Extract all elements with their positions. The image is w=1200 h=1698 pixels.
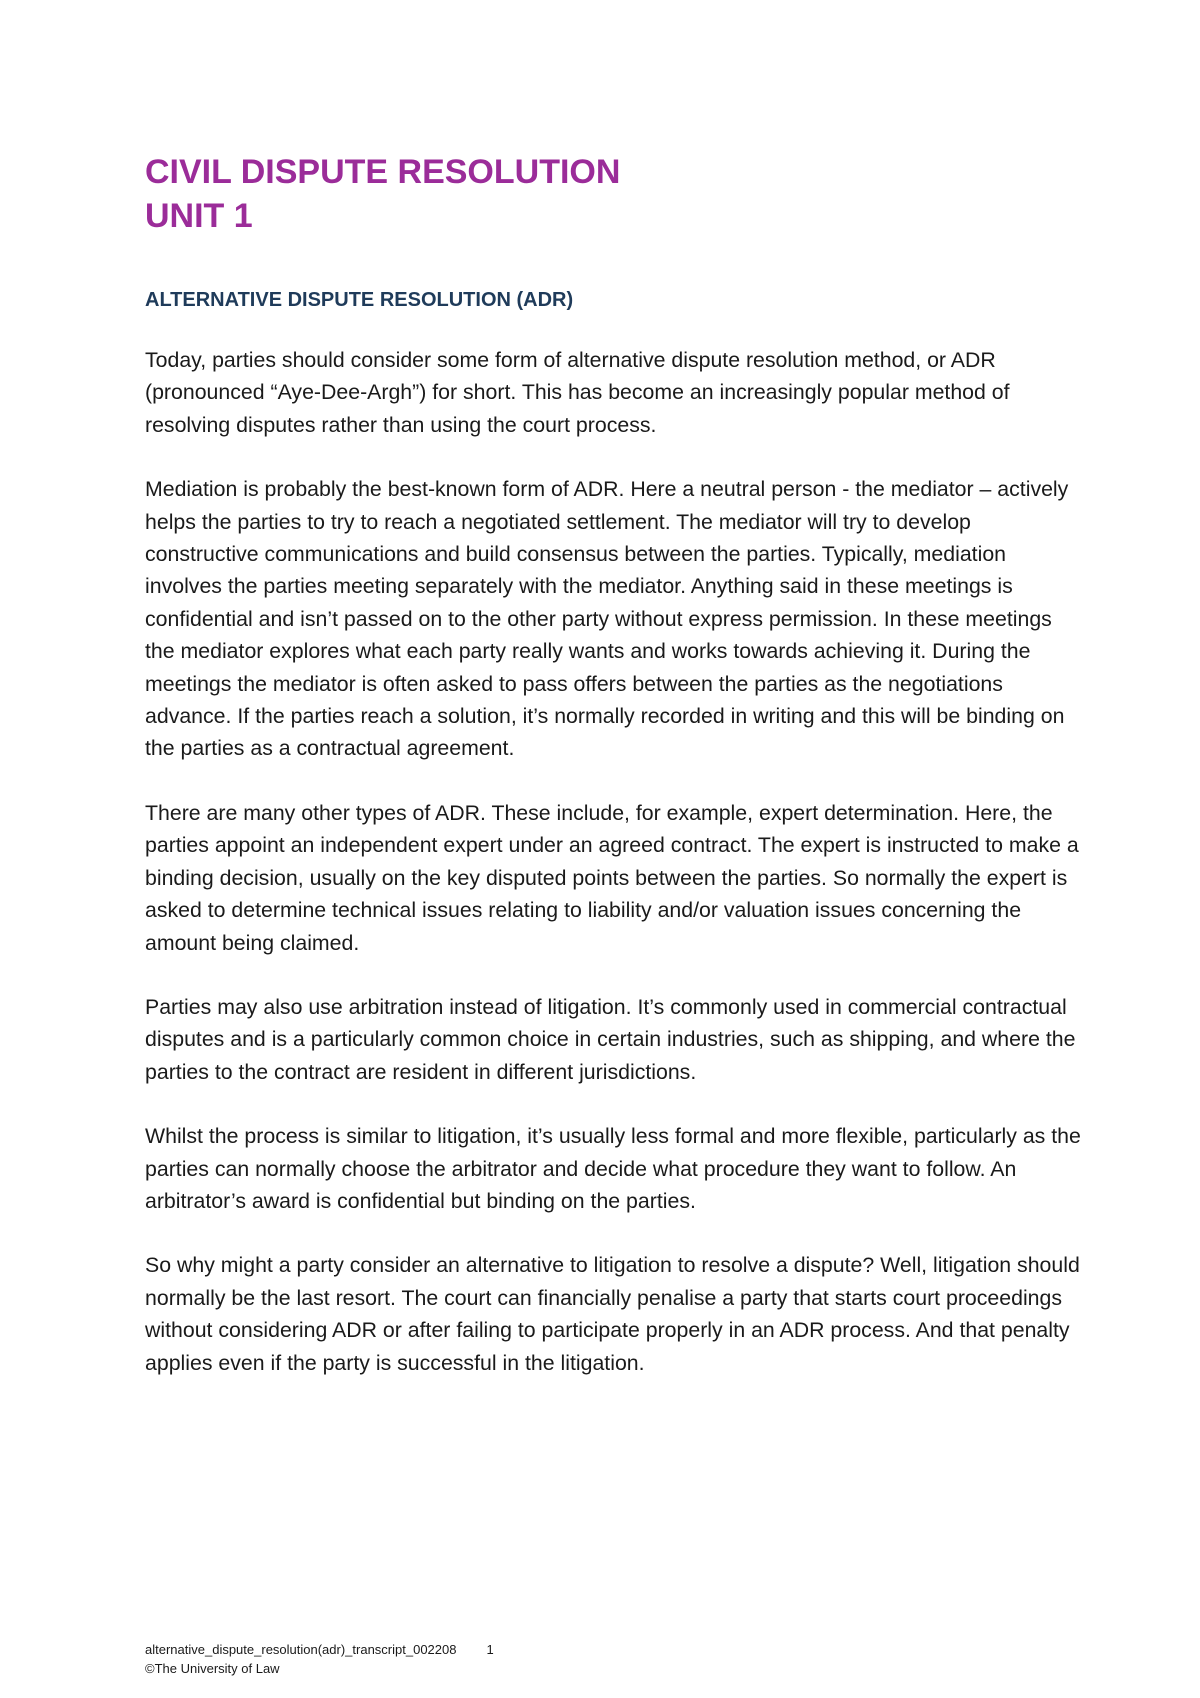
paragraph-why-adr: So why might a party consider an alternative to litigation to resolve a dispute? Well, litigation should normally be the last resort. The court can financially penalise a party that starts court proceedings without considering ADR or after failing to participate properly in an ADR process. And that penalty applies even if the party is successful in the litigation. [145,1253,1080,1375]
title-line-2: UNIT 1 [145,197,253,235]
paragraph-expert-determination: There are many other types of ADR. These include, for example, expert determination. Here, the parties appoint an independent expert under an agreed contract. The expert is instructed to make a binding decision, usually on the key disputed points between the parties. So normally the expert is asked to determine technical issues relating to liability and/or valuation issues concerning the amount being claimed. [145,800,1079,955]
footer-filename: alternative_dispute_resolution(adr)_transcript_002208 [145,1642,457,1657]
footer-file-row [145,1640,494,1659]
paragraph-arbitration: Parties may also use arbitration instead of litigation. It’s commonly used in commercial contractual disputes and is a particularly common choice in certain industries, such as shipping, and where the parties to the contract are resident in different jurisdictions. [145,994,1076,1084]
document-title [145,150,1085,238]
section-heading: ALTERNATIVE DISPUTE RESOLUTION (ADR) [145,289,574,311]
paragraph-mediation: Mediation is probably the best-known form of ADR. Here a neutral person - the mediator – actively helps the parties to try to reach a negotiated settlement. The mediator will try to develop constructive communications and build consensus between the parties. Typically, mediation involves the parties meeting separately with the mediator. Anything said in these meetings is confidential and isn’t passed on to the other party without express permission. In these meetings the mediator explores what each party really wants and works towards achieving it. During the meetings the mediator is often asked to pass offers between the parties as the negotiations advance. If the parties reach a solution, it’s normally recorded in writing and this will be binding on the parties as a contractual agreement. [145,477,1069,761]
page-number: 1 [486,1642,494,1657]
page-footer [145,1640,494,1678]
footer-copyright: ©The University of Law [145,1661,280,1676]
paragraph-intro: Today, parties should consider some form of alternative dispute resolution method, or ADR (pronounced “Aye-Dee-Argh”) for short. This has become an increasingly popular method of resolving disputes rather than using the court process. [145,348,1010,437]
document-content [145,150,1085,1379]
title-line-1: CIVIL DISPUTE RESOLUTION [145,153,621,191]
paragraph-arbitration-process: Whilst the process is similar to litigation, it’s usually less formal and more flexible, particularly as the parties can normally choose the arbitrator and decide what procedure they want to follow. An arbitrator’s award is confidential but binding on the parties. [145,1124,1081,1213]
